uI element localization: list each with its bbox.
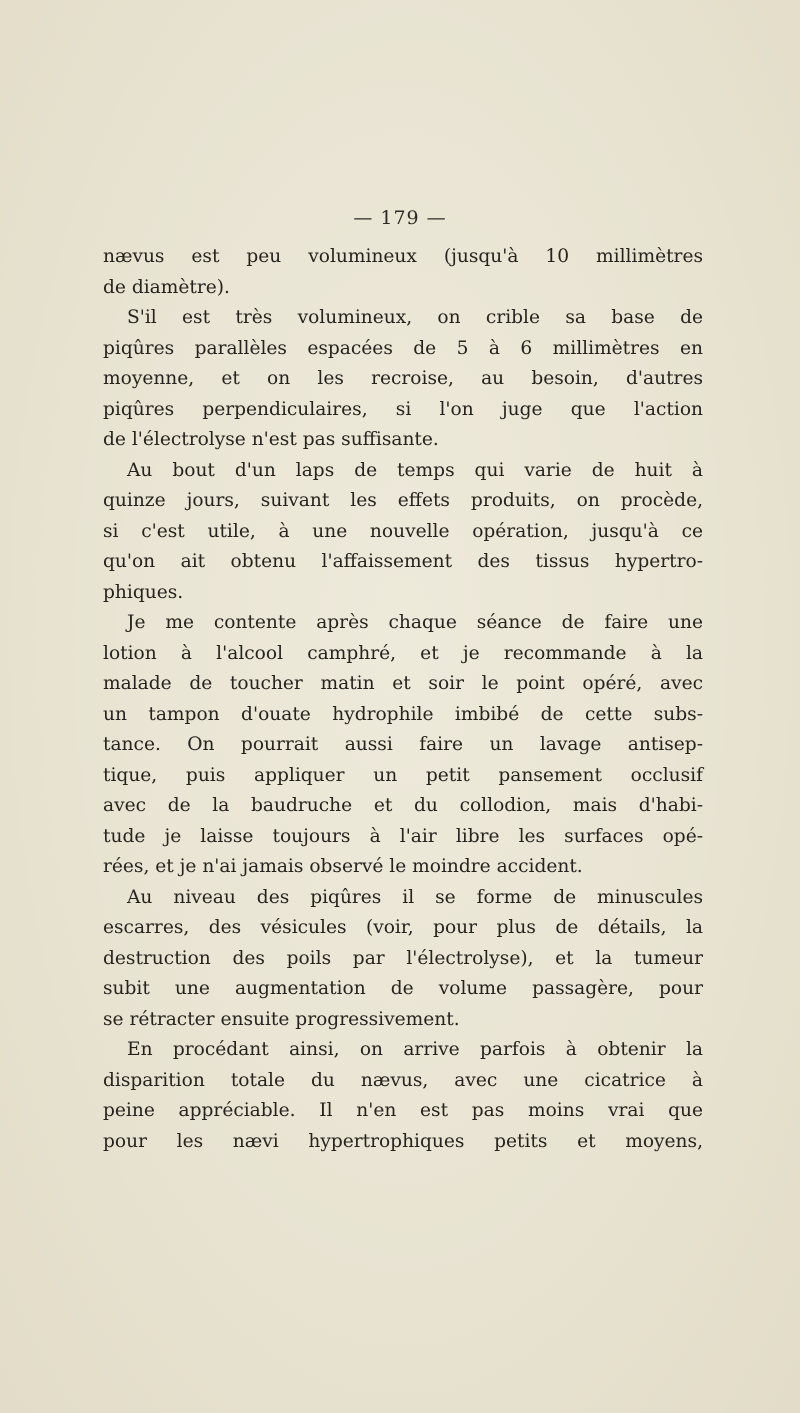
text-line: tude je laisse toujours à l'air libre les surfaces opé- (103, 825, 703, 847)
text-line: si c'est utile, à une nouvelle opération, jusqu'à ce (103, 520, 703, 542)
text-line: phiques. (103, 581, 184, 603)
text-line: Au bout d'un laps de temps qui varie de huit à (127, 459, 703, 481)
text-line: moyenne, et on les recroise, au besoin, d'autres (103, 368, 703, 389)
text-line: Au niveau des piqûres il se forme de minuscules (127, 886, 703, 908)
text-line: piqûres parallèles espacées de 5 à 6 millimètres en (103, 337, 703, 359)
text-line: pour les nævi hypertrophiques petits et moyens, (103, 1130, 703, 1152)
page-number: — 179 — (353, 207, 447, 229)
text-line: Je me contente après chaque séance de faire une (127, 612, 703, 633)
text-line: nævus est peu volumineux (jusqu'à 10 millimètres (103, 246, 703, 267)
text-line: lotion à l'alcool camphré, et je recommande à la (103, 642, 703, 664)
text-line: rées, et je n'ai jamais observé le moindre accident. (103, 856, 583, 877)
text-line: escarres, des vésicules (voir, pour plus de détails, la (103, 917, 703, 938)
text-line: subit une augmentation de volume passagère, pour (103, 978, 703, 999)
text-line: tance. On pourrait aussi faire un lavage antisep- (103, 734, 703, 755)
text-line: malade de toucher matin et soir le point opéré, avec (103, 673, 703, 694)
text-line: un tampon d'ouate hydrophile imbibé de cette subs- (103, 703, 703, 725)
text-line: quinze jours, suivant les effets produits, on procède, (103, 490, 703, 511)
text-line: tique, puis appliquer un petit pansement occlusif (103, 764, 703, 786)
text-line: de l'électrolyse n'est pas suffisante. (103, 429, 439, 450)
text-line: S'il est très volumineux, on crible sa base de (127, 307, 703, 328)
body-text (103, 242, 703, 1157)
text-line: avec de la baudruche et du collodion, mais d'habi- (103, 795, 703, 816)
text-line: se rétracter ensuite progressivement. (103, 1008, 460, 1030)
text-line: En procédant ainsi, on arrive parfois à obtenir la (127, 1039, 703, 1060)
text-line: peine appréciable. Il n'en est pas moins vrai que (103, 1100, 703, 1121)
text-line: de diamètre). (103, 276, 230, 298)
text-line: disparition totale du nævus, avec une cicatrice à (103, 1069, 703, 1091)
text-line: qu'on ait obtenu l'affaissement des tissus hypertro- (103, 551, 703, 572)
text-line: destruction des poils par l'électrolyse), et la tumeur (103, 947, 703, 969)
text-line: piqûres perpendiculaires, si l'on juge que l'action (103, 398, 703, 420)
